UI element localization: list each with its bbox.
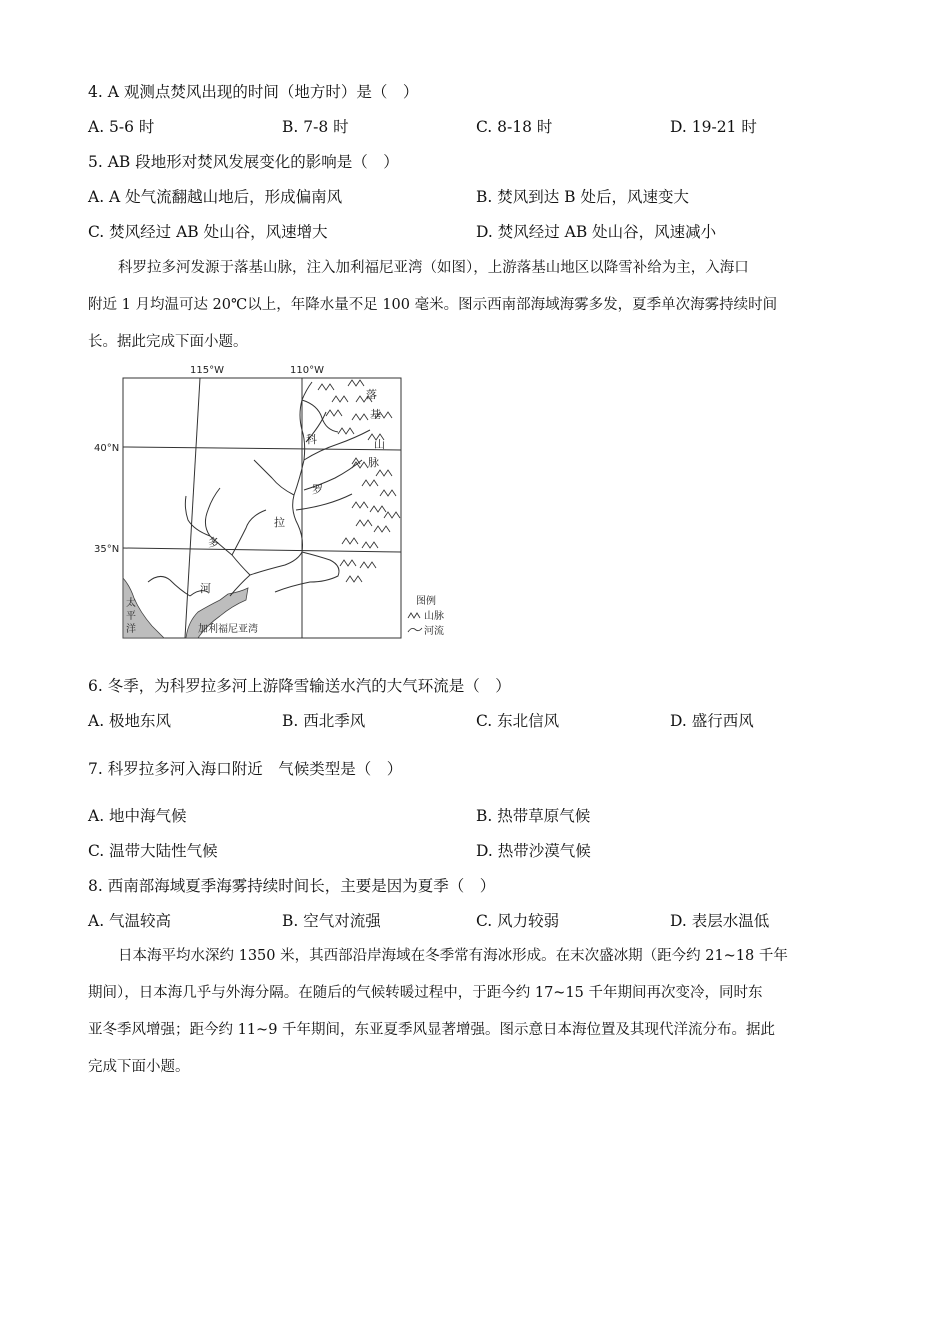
river-char-5: 河 <box>200 582 211 595</box>
ocean-char-2: 平 <box>126 611 136 622</box>
ocean-char-1: 太 <box>126 598 136 609</box>
river-char-4: 多 <box>208 536 219 549</box>
passage-japan-sea-line-3: 亚冬季风增强；距今约 11~9 千年期间，东亚夏季风显著增强。图示意日本海位置及其现代洋流分布。据此 <box>88 1022 776 1038</box>
q5-option-c: C. 焚风经过 AB 处山谷，风速增大 <box>88 223 328 241</box>
passage-japan-sea-line-2: 期间），日本海几乎与外海分隔。在随后的气候转暖过程中，于距今约 17~15 千年期间再次变冷，同时东 <box>88 985 763 1001</box>
mountain-char-3: 山 <box>374 438 385 451</box>
q5-stem: 5. AB 段地形对焚风发展变化的影响是（ ） <box>88 153 399 171</box>
q4-option-a: A. 5-6 时 <box>88 118 155 136</box>
q8-option-c: C. 风力较弱 <box>476 912 560 930</box>
lat-line-35n <box>123 548 401 552</box>
q7-option-d: D. 热带沙漠气候 <box>476 842 591 860</box>
lat-label-35n: 35°N <box>94 544 120 555</box>
mountain-char-4: 脉 <box>368 456 379 469</box>
river-char-2: 罗 <box>312 483 323 496</box>
q6-option-c: C. 东北信风 <box>476 712 560 730</box>
q5-option-b: B. 焚风到达 B 处后，风速变大 <box>476 188 689 206</box>
q4-option-c: C. 8-18 时 <box>476 118 553 136</box>
q6-option-b: B. 西北季风 <box>282 712 366 730</box>
q4-option-b: B. 7-8 时 <box>282 118 349 136</box>
q5-option-d: D. 焚风经过 AB 处山谷，风速减小 <box>476 223 717 241</box>
map-frame <box>123 378 401 638</box>
passage-japan-sea-line-1: 日本海平均水深约 1350 米，其西部沿岸海域在冬季常有海冰形成。在末次盛冰期（距今约 21~18 千年 <box>118 948 788 964</box>
gulf-label: 加利福尼亚湾 <box>198 624 258 635</box>
q7-stem: 7. 科罗拉多河入海口附近 气候类型是（ ） <box>88 760 403 778</box>
q8-option-a: A. 气温较高 <box>88 912 172 930</box>
lon-line-115w <box>185 378 200 638</box>
passage-colorado-line-2: 附近 1 月均温可达 20℃以上，年降水量不足 100 毫米。图示西南部海域海雾多发，夏季单次海雾持续时间 <box>88 297 778 313</box>
passage-colorado-line-1: 科罗拉多河发源于落基山脉，注入加利福尼亚湾（如图），上游落基山地区以降雪补给为主，入海口 <box>118 260 749 276</box>
q6-stem: 6. 冬季，为科罗拉多河上游降雪输送水汽的大气环流是（ ） <box>88 677 511 695</box>
legend-mountain-label: 山脉 <box>424 611 444 622</box>
lon-label-115w: 115°W <box>190 365 224 376</box>
ocean-char-3: 洋 <box>126 624 136 635</box>
q4-option-d: D. 19-21 时 <box>670 118 757 136</box>
lon-label-110w: 110°W <box>290 365 324 376</box>
q8-option-d: D. 表层水温低 <box>670 912 770 930</box>
mountain-char-1: 落 <box>366 388 377 401</box>
q5-option-a: A. A 处气流翻越山地后，形成偏南风 <box>88 188 343 206</box>
q8-option-b: B. 空气对流强 <box>282 912 381 930</box>
lat-label-40n: 40°N <box>94 443 120 454</box>
q6-option-d: D. 盛行西风 <box>670 712 754 730</box>
river-char-3: 拉 <box>274 516 285 529</box>
passage-colorado-line-3: 长。据此完成下面小题。 <box>88 334 248 350</box>
river-char-1: 科 <box>306 433 317 446</box>
legend-mountain-symbol <box>408 613 420 618</box>
lat-line-40n <box>123 447 401 450</box>
q6-option-a: A. 极地东风 <box>88 712 172 730</box>
q4-stem: 4. A 观测点焚风出现的时间（地方时）是（ ） <box>88 83 419 101</box>
river-network <box>148 382 370 596</box>
passage-japan-sea-line-4: 完成下面小题。 <box>88 1059 190 1075</box>
legend-river-label: 河流 <box>424 626 444 637</box>
q7-option-a: A. 地中海气候 <box>88 807 187 825</box>
legend-title: 图例 <box>416 596 436 607</box>
q7-option-b: B. 热带草原气候 <box>476 807 591 825</box>
q8-stem: 8. 西南部海域夏季海雾持续时间长，主要是因为夏季（ ） <box>88 877 496 895</box>
q7-option-c: C. 温带大陆性气候 <box>88 842 218 860</box>
legend-river-symbol <box>408 628 422 632</box>
colorado-river-map <box>90 360 460 645</box>
map-svg <box>90 360 460 645</box>
mountain-char-2: 基 <box>370 408 381 421</box>
